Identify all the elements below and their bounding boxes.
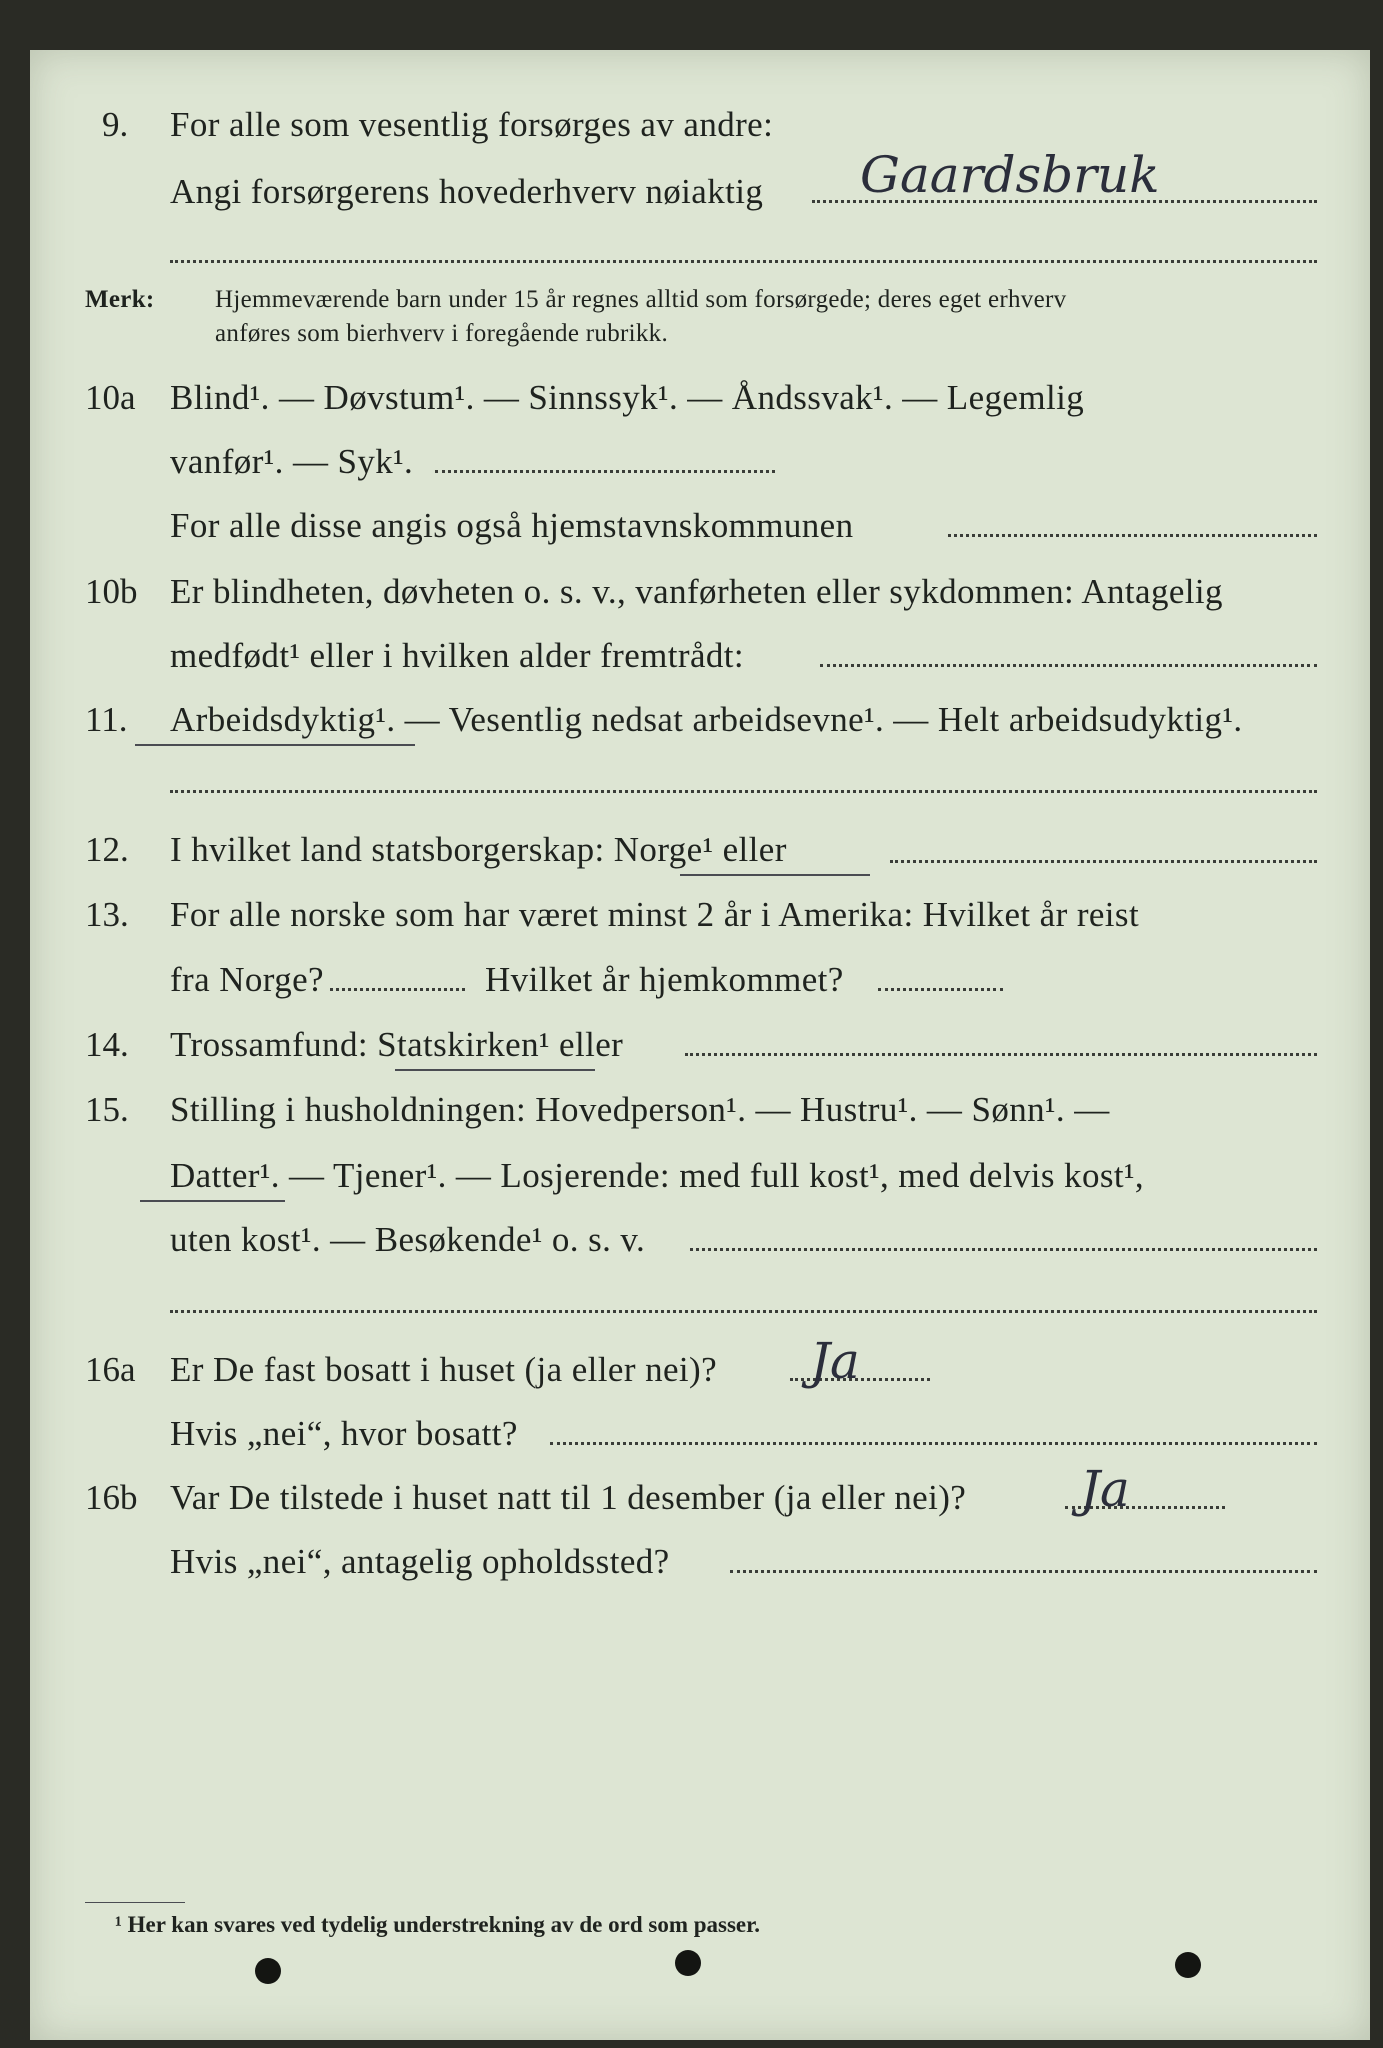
question-number: 14. [85, 1025, 129, 1064]
handwritten-answer: Ja [810, 1332, 860, 1390]
question-text: uten kost¹. — Besøkende¹ o. s. v. [170, 1220, 646, 1259]
answer-line [878, 988, 1003, 991]
handwritten-answer: Ja [1080, 1460, 1130, 1518]
note-text: anføres som bierhverv i foregående rubrikk. [215, 320, 669, 347]
note-text: Hjemmeværende barn under 15 år regnes alltid som forsørgede; deres eget erhverv [215, 286, 1067, 313]
answer-line [170, 1310, 1317, 1313]
question-text: vanfør¹. — Syk¹. [170, 442, 414, 481]
question-text: Blind¹. — Døvstum¹. — Sinnssyk¹. — Åndssvak¹. — Legemlig [170, 378, 1085, 417]
answer-line [330, 988, 465, 991]
handwritten-underline [680, 874, 870, 876]
answer-line [690, 1248, 1317, 1251]
handwritten-underline [135, 744, 415, 746]
question-number: 11. [85, 700, 128, 739]
question-text: For alle norske som har været minst 2 år i Amerika: Hvilket år reist [170, 895, 1140, 934]
note-label: Merk: [85, 286, 155, 313]
question-text: Stilling i husholdningen: Hovedperson¹. — Hustru¹. — Sønn¹. — [170, 1090, 1110, 1129]
answer-line [948, 534, 1317, 537]
footnote: ¹ Her kan svares ved tydelig understrekning av de ord som passer. [115, 1912, 760, 1937]
binding-hole [255, 1958, 281, 1984]
question-text: medfødt¹ eller i hvilken alder fremtrådt: [170, 636, 745, 675]
answer-line [550, 1442, 1317, 1445]
answer-line [435, 470, 775, 473]
answer-line [820, 664, 1317, 667]
answer-line [170, 790, 1317, 793]
question-text: Hvis „nei“, hvor bosatt? [170, 1414, 518, 1453]
question-text: I hvilket land statsborgerskap: Norge¹ eller [170, 830, 787, 869]
binding-hole [1175, 1952, 1201, 1978]
handwritten-underline [395, 1069, 595, 1071]
question-text: Datter¹. — Tjener¹. — Losjerende: med full kost¹, med delvis kost¹, [170, 1156, 1145, 1195]
handwritten-answer: Gaardsbruk [860, 146, 1160, 204]
question-text: Var De tilstede i huset natt til 1 desember (ja eller nei)? [170, 1478, 967, 1517]
question-number: 16b [85, 1478, 138, 1517]
question-text: Hvilket år hjemkommet? [485, 960, 844, 999]
question-number: 10b [85, 572, 138, 611]
question-text: Hvis „nei“, antagelig opholdssted? [170, 1542, 670, 1581]
question-number: 13. [85, 895, 129, 934]
question-number: 15. [85, 1090, 129, 1129]
question-text: Arbeidsdyktig¹. — Vesentlig nedsat arbeidsevne¹. — Helt arbeidsudyktig¹. [170, 700, 1243, 739]
answer-line [890, 860, 1317, 863]
question-text: Trossamfund: Statskirken¹ eller [170, 1025, 624, 1064]
binding-hole [675, 1950, 701, 1976]
footnote-rule [85, 1902, 185, 1903]
question-number: 12. [85, 830, 129, 869]
question-text: Angi forsørgerens hovederhverv nøiaktig [170, 172, 764, 211]
question-text: For alle disse angis også hjemstavnskommunen [170, 506, 854, 545]
census-form-page [30, 50, 1370, 2040]
question-number: 16a [85, 1350, 136, 1389]
handwritten-underline [140, 1200, 285, 1202]
answer-line [730, 1570, 1317, 1573]
question-text: Er blindheten, døvheten o. s. v., vanførheten eller sykdommen: Antagelig [170, 572, 1223, 611]
answer-line [170, 260, 1317, 263]
question-text: For alle som vesentlig forsørges av andre: [170, 105, 774, 144]
question-number: 10a [85, 378, 136, 417]
question-text: Er De fast bosatt i huset (ja eller nei)? [170, 1350, 718, 1389]
question-number: 9. [102, 105, 129, 144]
answer-line [685, 1053, 1317, 1056]
question-text: fra Norge? [170, 960, 324, 999]
